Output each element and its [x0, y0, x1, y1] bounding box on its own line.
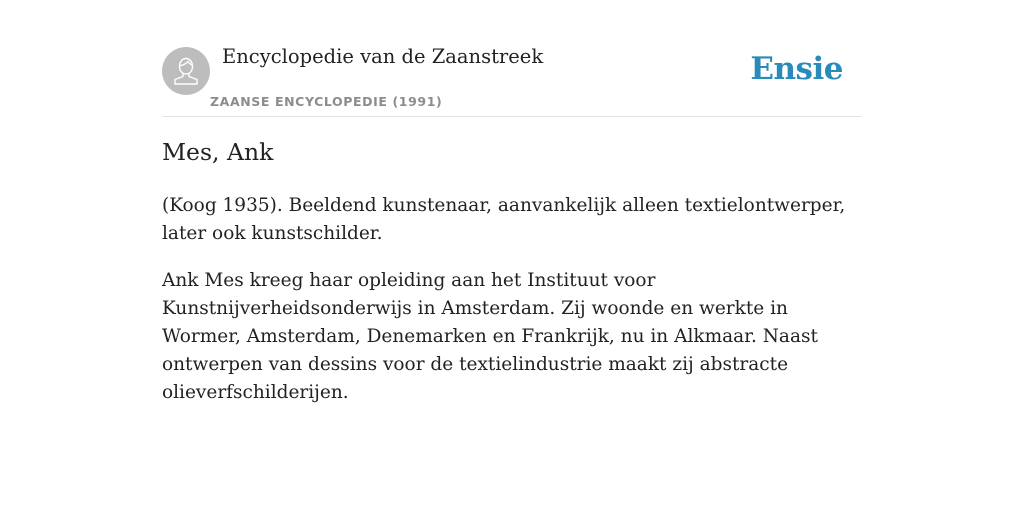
user-icon — [162, 47, 210, 95]
source-title[interactable]: Encyclopedie van de Zaanstreek — [222, 45, 544, 68]
source-subtitle: ZAANSE ENCYCLOPEDIE (1991) — [210, 94, 443, 109]
entry-paragraph: Ank Mes kreeg haar opleiding aan het Instituut voor Kunstnijverheidsonderwijs in Amsterdam. Zij woonde en werkte in Wormer, Amsterdam, Denemarken en Frankrijk, nu in Alkmaar. Naast ontwerpen van dessins voor de textielindustrie maakt zij abstracte olieverfschilderijen. — [162, 270, 818, 403]
entry-title: Mes, Ank — [162, 138, 274, 166]
brand-logo[interactable]: Ensie — [750, 51, 843, 87]
entry-paragraph: (Koog 1935). Beeldend kunstenaar, aanvankelijk alleen textielontwerper, later ook kunstschilder. — [162, 195, 846, 244]
source-avatar[interactable] — [162, 47, 210, 95]
entry-body — [162, 192, 862, 426]
content-container — [162, 0, 862, 403]
source-header — [162, 0, 862, 117]
